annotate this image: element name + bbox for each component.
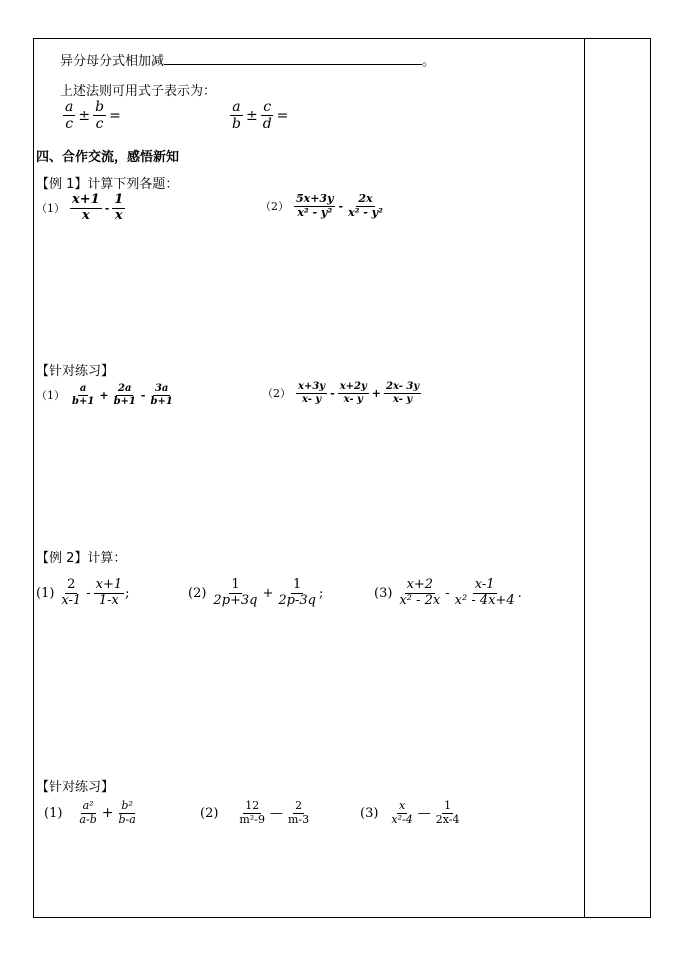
- denominator: x: [114, 207, 123, 223]
- denominator: m²-9: [239, 812, 265, 826]
- denominator: b-a: [118, 812, 136, 826]
- problem-number: （1）: [36, 389, 65, 402]
- denominator: b+1: [113, 395, 136, 407]
- numerator: 2: [67, 577, 76, 592]
- operator: +: [101, 805, 114, 822]
- denominator: x: [81, 207, 90, 223]
- denominator: x-1: [61, 592, 82, 608]
- operator: -: [330, 386, 335, 400]
- example2-problem-1: [36, 578, 130, 609]
- denominator: x²-4: [391, 812, 413, 826]
- example2-problem-2: [188, 578, 323, 609]
- numerator: 1: [114, 192, 124, 207]
- equals-sign: =: [276, 107, 289, 124]
- denominator: x² - y²: [297, 205, 333, 219]
- problem-number: (2): [200, 805, 219, 821]
- denominator: 2p-3q: [278, 592, 316, 608]
- formula-intro: 上述法则可用式子表示为：: [60, 84, 217, 99]
- fill-in-blank[interactable]: [164, 53, 422, 65]
- worksheet-frame: [33, 38, 651, 918]
- formula-different-denominator: [229, 99, 290, 132]
- equals-sign: =: [109, 107, 121, 124]
- denominator: 2x-4: [435, 812, 460, 826]
- numerator: 1: [231, 577, 240, 592]
- numerator: x+1: [72, 192, 100, 207]
- period: .: [517, 585, 522, 601]
- problem-number: (3): [360, 805, 379, 821]
- practice2-problem-1: [44, 800, 139, 826]
- section-heading: 四、合作交流，感悟新知: [36, 150, 180, 165]
- numerator: a²: [82, 799, 94, 812]
- numerator: x+2: [406, 577, 434, 592]
- denominator: 1-x: [98, 592, 119, 608]
- denominator: x² - 2x: [399, 592, 441, 608]
- operator: -: [86, 585, 91, 601]
- semicolon: ;: [318, 585, 324, 601]
- example1-problem-2: [260, 193, 386, 219]
- practice1-problem-1: [36, 383, 176, 407]
- example1-problem-1: [36, 193, 126, 224]
- problem-number: （2）: [262, 387, 291, 400]
- denominator: m-3: [287, 812, 310, 826]
- practice2-problem-3: [360, 800, 463, 826]
- numerator: x+1: [95, 577, 123, 592]
- operator: +: [262, 585, 274, 601]
- numerator: 2x: [358, 192, 373, 205]
- operator: ±: [245, 107, 258, 124]
- denominator: x- y: [343, 393, 363, 405]
- practice2-problem-2: [200, 800, 312, 826]
- practice1-label: 【针对练习】: [36, 364, 115, 379]
- denominator: x- y: [301, 393, 322, 405]
- operator: —: [417, 805, 431, 821]
- numerator: x+2y: [339, 381, 367, 392]
- denominator: x- y: [392, 393, 413, 405]
- numerator: x-1: [474, 577, 495, 592]
- numerator: a: [79, 383, 87, 394]
- unlike-denominators-text: 异分母分式相加减: [60, 54, 165, 69]
- operator: —: [269, 805, 283, 821]
- denominator: x² - y²: [348, 205, 383, 219]
- denominator: d: [262, 116, 272, 133]
- denominator: c: [95, 116, 104, 133]
- problem-number: (2): [188, 585, 207, 601]
- operator: ±: [78, 107, 91, 124]
- unlike-denominators-line: [60, 50, 435, 69]
- example2-problem-3: [374, 578, 522, 609]
- denominator: c: [65, 116, 74, 133]
- period: 。: [422, 54, 436, 69]
- denominator: b: [232, 116, 241, 133]
- denominator: x² - 4x+4: [454, 592, 515, 608]
- right-column-divider: [584, 38, 585, 918]
- numerator: x+3y: [298, 381, 326, 392]
- denominator: 2p+3q: [213, 592, 258, 608]
- denominator: b+1: [72, 395, 95, 407]
- practice1-problem-2: [262, 381, 422, 405]
- operator: -: [338, 199, 344, 213]
- operator: +: [99, 388, 109, 402]
- numerator: a: [232, 99, 241, 115]
- denominator: a-b: [79, 812, 97, 826]
- semicolon: ;: [125, 585, 130, 601]
- numerator: 1: [293, 577, 302, 592]
- numerator: 3a: [154, 383, 169, 394]
- example2-label: 【例 2】计算：: [36, 551, 127, 566]
- numerator: a: [65, 99, 74, 115]
- numerator: b: [95, 99, 105, 115]
- problem-number: （2）: [260, 200, 289, 214]
- example1-label: 【例 1】计算下列各题：: [36, 177, 179, 192]
- numerator: 2x- 3y: [386, 381, 420, 392]
- numerator: c: [263, 99, 272, 115]
- practice2-label: 【针对练习】: [36, 780, 115, 795]
- problem-number: (1): [44, 805, 63, 821]
- numerator: 1: [444, 799, 452, 812]
- operator: -: [445, 585, 450, 601]
- operator: -: [140, 388, 146, 402]
- problem-number: (1): [36, 585, 55, 601]
- operator: -: [104, 201, 110, 215]
- numerator: 12: [245, 799, 260, 812]
- denominator: b+1: [150, 395, 173, 407]
- numerator: 2: [295, 799, 303, 812]
- numerator: x: [398, 799, 406, 812]
- numerator: b²: [121, 799, 133, 812]
- numerator: 5x+3y: [296, 192, 334, 205]
- problem-number: （1）: [36, 202, 65, 216]
- formula-same-denominator: [62, 99, 123, 132]
- problem-number: (3): [374, 585, 393, 601]
- numerator: 2a: [118, 383, 132, 394]
- operator: +: [371, 386, 382, 400]
